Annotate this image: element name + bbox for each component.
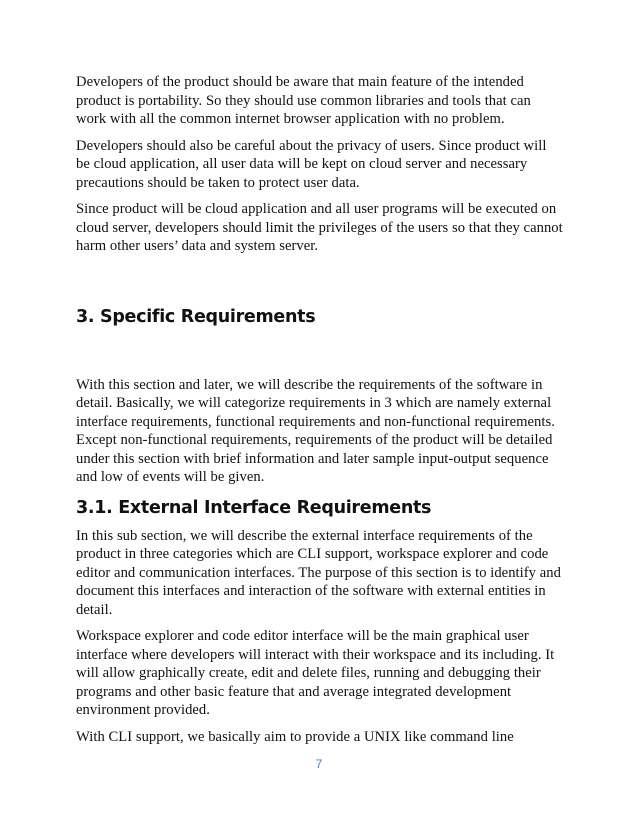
paragraph-external-interface-intro: In this sub section, we will describe the external interface requirements of the product in three categories which are CLI support, workspace explorer and code editor and communication interfaces. The purpose of this section is to identify and document this interfaces and interaction of the software with external entities in detail. [76, 527, 561, 618]
section-heading-specific-requirements: 3. Specific Requirements [76, 306, 316, 327]
paragraph-privileges: Since product will be cloud application and all user programs will be executed on cloud server, developers should limit the privileges of the users so that they cannot harm other users’ data and system server. [76, 201, 563, 254]
paragraph-portability: Developers of the product should be aware that main feature of the intended product is portability. So they should use common libraries and tools that can work with all the common internet browser application with no problem. [76, 74, 531, 127]
paragraph-workspace-explorer: Workspace explorer and code editor interface will be the main graphical user interface where developers will interact with their workspace and its including. It will allow graphically create, edit and delete files, running and debugging their programs and other basic feature that and average integrated development environment provided. [76, 628, 555, 718]
page-number: 7 [315, 757, 323, 771]
page-content [76, 73, 564, 754]
subsection-heading-external-interface: 3.1. External Interface Requirements [76, 497, 432, 518]
paragraph-section3-intro: With this section and later, we will describe the requirements of the software in detail. Basically, we will categorize requirements in 3 which are namely external interface requirements, functional requirements and non-functional requirements. Except non-functional requirements, requirements of the product will be detailed under this section with brief information and later sample input-output sequence and low of events will be given. [76, 376, 555, 485]
paragraph-privacy: Developers should also be careful about the privacy of users. Since product will be cloud application, all user data will be kept on cloud server and necessary precautions should be taken to protect user data. [76, 137, 547, 191]
paragraph-cli-support: With CLI support, we basically aim to provide a UNIX like command line [76, 728, 514, 745]
